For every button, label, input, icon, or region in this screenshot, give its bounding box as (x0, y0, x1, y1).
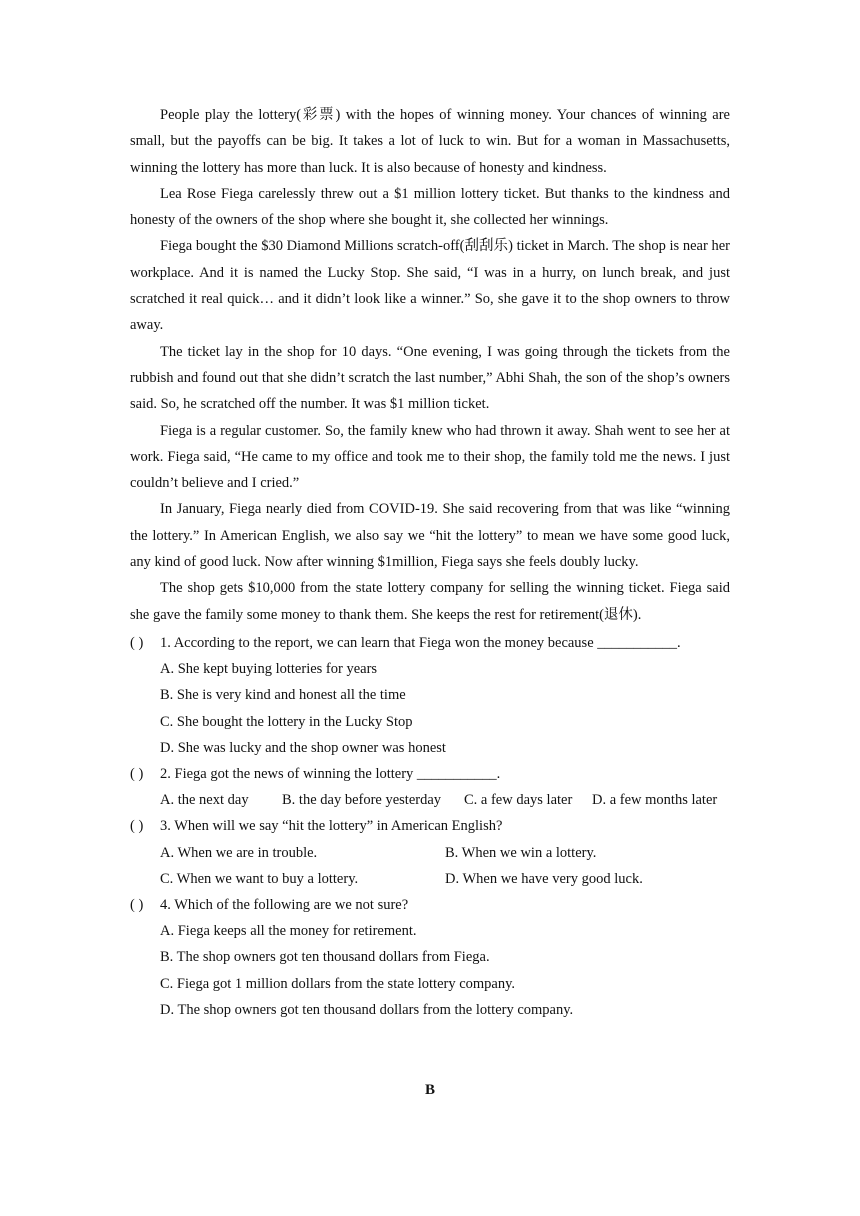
content-area (130, 102, 730, 1023)
question-3 (130, 813, 730, 892)
answer-blank[interactable]: ( ) (130, 896, 144, 913)
option-c: C. a few days later (464, 792, 573, 809)
question-stem (130, 813, 730, 839)
question-2 (130, 761, 730, 813)
question-text: 1. According to the report, we can learn that Fiega won the money because ___________. (160, 634, 681, 651)
option-d: D. a few months later (592, 792, 718, 809)
option-row (130, 840, 730, 866)
passage-paragraph: Fiega is a regular customer. So, the family knew who had thrown it away. Shah went to see her at work. Fiega said, “He came to my office and took me to their shop, the family told me the news. I just couldn’t believe and I cried.” (130, 422, 730, 492)
passage-paragraph: In January, Fiega nearly died from COVID-19. She said recovering from that was like “winning the lottery.” In American English, we also say we “hit the lottery” to mean we have some good luck, any kind of good luck. Now after winning $1million, Fiega says she feels doubly lucky. (130, 501, 730, 571)
reading-passage (130, 102, 730, 628)
question-list (130, 630, 730, 1023)
answer-blank[interactable]: ( ) (130, 818, 144, 835)
option-c: C. When we want to buy a lottery. (160, 870, 359, 887)
option-row (130, 787, 730, 813)
option-b: B. She is very kind and honest all the time (160, 687, 406, 704)
section-heading: B (424, 1082, 435, 1098)
option-row (130, 866, 730, 892)
question-stem (130, 892, 730, 918)
question-text: 2. Fiega got the news of winning the lottery ___________. (160, 765, 501, 782)
question-text: 4. Which of the following are we not sure? (160, 896, 409, 913)
passage-paragraph: The shop gets $10,000 from the state lottery company for selling the winning ticket. Fiega said she gave the family some money to thank them. She keeps the rest for retirement(退休). (130, 580, 730, 623)
option-c: C. She bought the lottery in the Lucky Stop (160, 713, 413, 730)
option-a: A. Fiega keeps all the money for retirement. (160, 923, 417, 940)
question-stem (130, 630, 730, 656)
option-b: B. The shop owners got ten thousand dollars from Fiega. (160, 949, 490, 966)
option-d: D. The shop owners got ten thousand dollars from the lottery company. (160, 1001, 574, 1018)
passage-paragraph: The ticket lay in the shop for 10 days. “One evening, I was going through the tickets from the rubbish and found out that she didn’t scratch the last number,” Abhi Shah, the son of the shop’s owners said. So, he scratched off the number. It was $1 million ticket. (130, 343, 730, 413)
answer-blank[interactable]: ( ) (130, 765, 144, 782)
option-a: A. the next day (160, 792, 249, 809)
passage-paragraph: Fiega bought the $30 Diamond Millions scratch-off(刮刮乐) ticket in March. The shop is near her workplace. And it is named the Lucky Stop. She said, “I was in a hurry, on lunch break, and just scratched it real quick… and it didn’t look like a winner.” So, she gave it to the shop owners to throw away. (130, 238, 730, 334)
question-4 (130, 892, 730, 1023)
question-stem (130, 761, 730, 787)
option-b: B. When we win a lottery. (445, 844, 597, 861)
question-1 (130, 630, 730, 761)
option-b: B. the day before yesterday (282, 792, 442, 809)
question-text: 3. When will we say “hit the lottery” in American English? (160, 818, 503, 835)
passage-paragraph: Lea Rose Fiega carelessly threw out a $1 million lottery ticket. But thanks to the kindness and honesty of the owners of the shop where she bought it, she collected her winnings. (130, 185, 730, 229)
answer-blank[interactable]: ( ) (130, 634, 144, 651)
option-d: D. She was lucky and the shop owner was honest (160, 739, 446, 756)
option-a: A. She kept buying lotteries for years (160, 661, 378, 678)
option-a: A. When we are in trouble. (160, 844, 318, 861)
option-c: C. Fiega got 1 million dollars from the state lottery company. (160, 975, 516, 992)
passage-paragraph: People play the lottery(彩票) with the hopes of winning money. Your chances of winning are small, but the payoffs can be big. It takes a lot of luck to win. But for a woman in Massachusetts, winning the lottery has more than luck. It is also because of honesty and kindness. (130, 107, 730, 176)
option-d: D. When we have very good luck. (445, 870, 643, 887)
